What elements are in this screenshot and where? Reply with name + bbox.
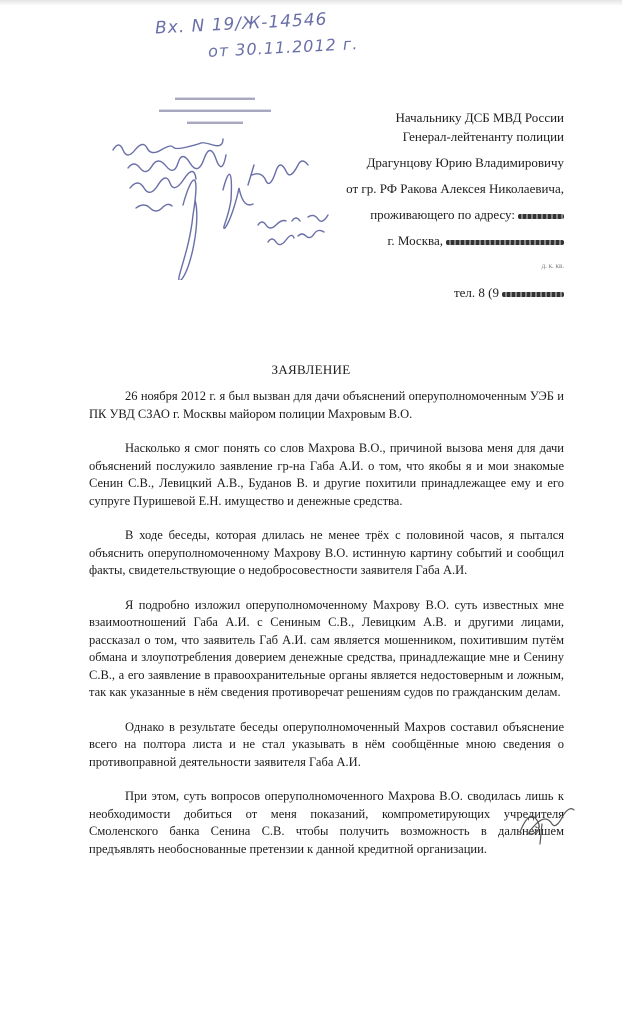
sender-address-label [234, 205, 564, 224]
addressee-block [234, 108, 564, 302]
faded-stamp: ▬▬▬▬▬▬▬▬▬▬ ▬▬▬▬▬▬▬▬▬▬▬▬▬▬ ▬▬▬▬▬▬▬ [159, 93, 271, 126]
document-body [89, 388, 564, 875]
paragraph: Насколько я смог понять со слов Махрова В.О., причиной вызова меня для дачи объяснений послужило заявление гр-на Габа А.И. о том, что якобы я и мои знакомые Сенин С.В., Левицкий А.В., Буданов В. и другие похитили принадлежащее ему и его супруге Пуришевой Е.Н. имущество и денежные средства. [89, 441, 564, 508]
paragraph: Однако в результате беседы оперуполномоченный Махров составил объяснение всего на полтора листа и не стал указывать в нём сообщённые мною сведения о противоправной деятельности заявителя Габа А.И. [89, 719, 564, 769]
paragraph: В ходе беседы, которая длилась не менее трёх с половиной часов, я пытался объяснить оперуполномоченному Махрову В.О. истинную картину событий и сообщил факты, свидетельствующие о недобросовестности заявителя Габа А.И. [89, 528, 564, 577]
sender-name: от гр. РФ Ракова Алексея Николаевича, [346, 181, 564, 196]
sender-city-text: г. Москва, [387, 233, 443, 248]
signature [512, 802, 582, 847]
sender-house: д. к. кв. [541, 262, 564, 270]
scan-edge [0, 0, 622, 6]
sender-phone-text: тел. 8 (9 [453, 285, 499, 300]
registration-number: Вх. N 19/Ж-14546 [154, 9, 328, 39]
sender-address-text: проживающего по адресу: [370, 207, 515, 222]
redaction-mark [446, 240, 564, 245]
registration-date: от 30.11.2012 г. [207, 34, 359, 61]
addressee-name: Драгунцову Юрию Владимировичу [366, 155, 564, 170]
redaction-mark [502, 292, 564, 297]
addressee-rank: Генерал-лейтенанту полиции [402, 129, 564, 144]
addressee-title: Начальнику ДСБ МВД России [395, 110, 564, 125]
sender-city [234, 231, 564, 250]
document-title: ЗАЯВЛЕНИЕ [271, 362, 351, 377]
paragraph: Я подробно изложил оперуполномоченному Махрову В.О. суть известных мне взаимоотношений Габа А.И. с Сениным С.В., Левицким А.В. и другими лицами, рассказал о том, что заявитель Габ А.И. сам является мошенником, похитившим путём обмана и злоупотребления доверием денежные средства, принадлежащие мне и Сенину С.В., а его заявление в правоохранительные органы является недостоверным и ложным, так как указанные в нём сведения противоречат решениям судов по гражданским делам. [89, 597, 564, 699]
redaction-mark [518, 214, 564, 219]
paragraph: 26 ноября 2012 г. я был вызван для дачи объяснений оперуполномоченным УЭБ и ПК УВД СЗАО г. Москвы майором полиции Махровым В.О. [89, 389, 564, 421]
paragraph: При этом, суть вопросов оперуполномоченного Махрова В.О. сводилась лишь к необходимости добиться от меня показаний, компрометирующих учредителя Смоленского банка Сенина С.В. чтобы получить возможность в дальнейшем предъявлять необоснованные претензии к данной кредитной организации. [89, 789, 564, 856]
sender-phone [234, 283, 564, 302]
